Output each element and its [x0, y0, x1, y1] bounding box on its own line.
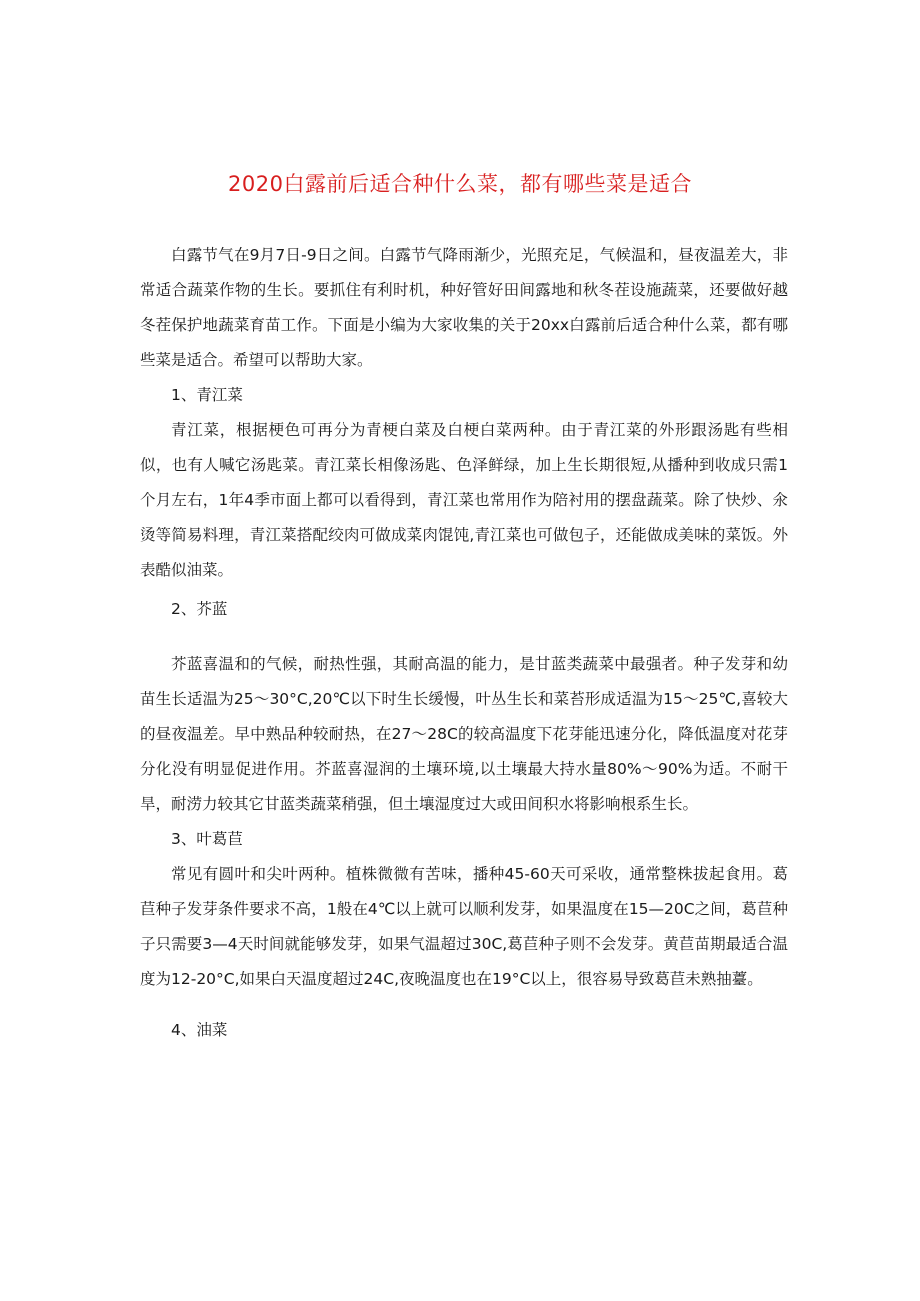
intro-paragraph: 白露节气在9月7日-9日之间。白露节气降雨渐少，光照充足，气候温和，昼夜温差大，非常适合蔬菜作物的生长。要抓住有利时机，种好管好田间露地和秋冬茬设施蔬菜，还要做好越冬茬保护地蔬菜育苗工作。下面是小编为大家收集的关于20xx白露前后适合种什么菜，都有哪些菜是适合。希望可以帮助大家。	[140, 246, 788, 369]
document-body	[140, 238, 788, 1048]
document-title: 2020白露前后适合种什么菜，都有哪些菜是适合	[228, 172, 692, 196]
section-heading-jielan: 2、芥蓝	[171, 600, 228, 618]
section-body-jielan: 芥蓝喜温和的气候，耐热性强，其耐高温的能力，是甘蓝类蔬菜中最强者。种子发芽和幼苗生长适温为25～30°C,20℃以下时生长缓慢，叶丛生长和菜苔形成适温为15～25℃,喜较大的昼夜温差。早中熟品种较耐热，在27～28C的较高温度下花芽能迅速分化，降低温度对花芽分化没有明显促进作用。芥蓝喜湿润的土壤环境,以土壤最大持水量80%～90%为适。不耐干旱，耐涝力较其它甘蓝类蔬菜稍强，但土壤湿度过大或田间积水将影响根系生长。	[140, 655, 788, 813]
section-heading-yewoju: 3、叶葛苣	[171, 830, 243, 848]
section-heading-youcai: 4、油菜	[171, 1021, 228, 1039]
section-body-qingjiangcai: 青江菜，根据梗色可再分为青梗白菜及白梗白菜两种。由于青江菜的外形跟汤匙有些相似，也有人喊它汤匙菜。青江菜长相像汤匙、色泽鲜绿，加上生长期很短,从播种到收成只需1个月左右，1年4季市面上都可以看得到，青江菜也常用作为陪衬用的摆盘蔬菜。除了快炒、氽烫等简易料理，青江菜搭配绞肉可做成菜肉馄饨,青江菜也可做包子，还能做成美味的菜饭。外表酷似油菜。	[140, 421, 788, 579]
section-heading-qingjiangcai: 1、青江菜	[171, 386, 243, 404]
section-body-yewoju: 常见有圆叶和尖叶两种。植株微微有苦味，播种45-60天可采收，通常整株拔起食用。葛苣种子发芽条件要求不高，1般在4℃以上就可以顺利发芽，如果温度在15—20C之间，葛苣种子只需要3—4天时间就能够发芽，如果气温超过30C,葛苣种子则不会发芽。黄苣苗期最适合温度为12-20°C,如果白天温度超过24C,夜晚温度也在19°C以上，很容易导致葛苣未熟抽薹。	[140, 865, 788, 988]
